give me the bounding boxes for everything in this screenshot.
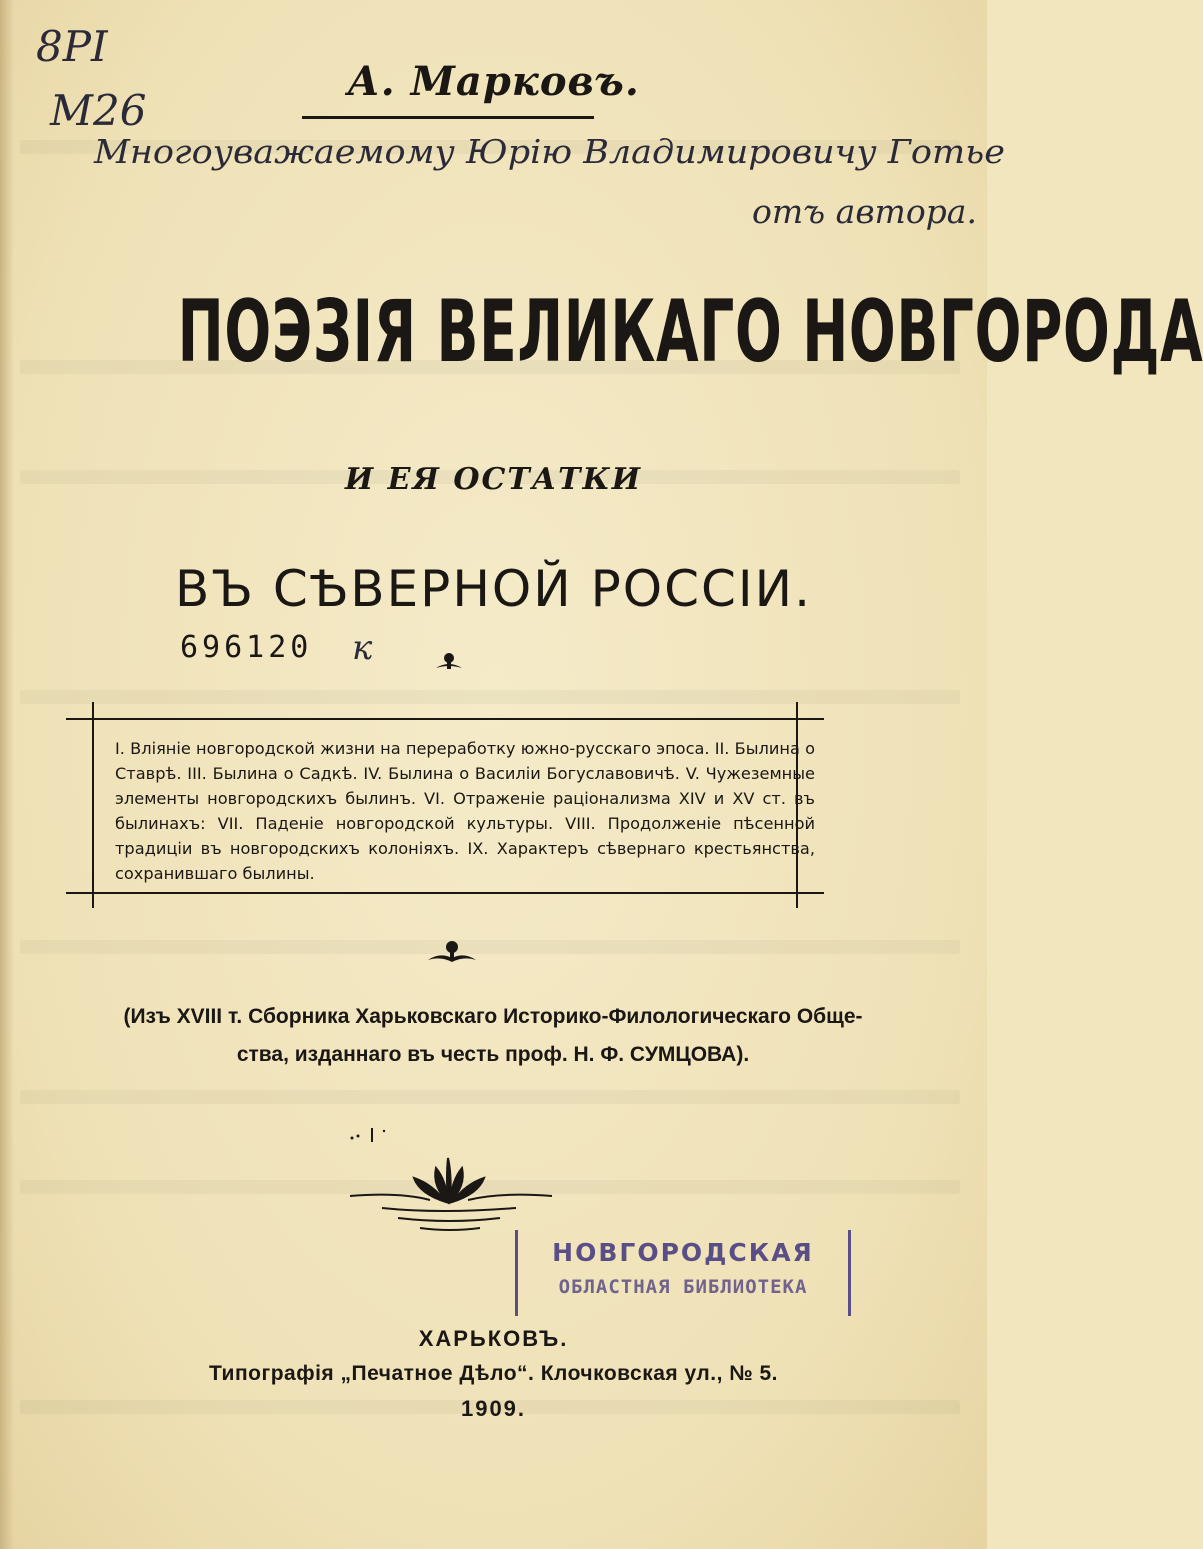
contents-text: I. Вліяніе новгородской жизни на переработку южно-русскаго эпоса. II. Былина о Ставрѣ. III. Былина о Садкѣ. IV. Былина о Василіи Богуславовичѣ. V. Чужеземные элементы новгородскихъ былинъ. VI. Отраженіе раціонализма XIV и XV ст. въ былинахъ: VII. Паденіе новгородской культуры. VIII. Продолженіе пѣсенной традиціи въ новгородскихъ колоніяхъ. IX. Характеръ сѣвернаго крестьянства, сохранившаго былины. bbox=[115, 739, 815, 883]
inventory-number: 696120 bbox=[180, 630, 313, 665]
book-title: ПОЭЗІЯ ВЕЛИКАГО НОВГОРОДА bbox=[177, 282, 1203, 382]
handwritten-dedication-line2: отъ автора. bbox=[752, 192, 977, 231]
fleuron-icon bbox=[436, 653, 462, 669]
contents-left-rule bbox=[92, 702, 94, 908]
library-stamp-line2: ОБЛАСТНАЯ БИБЛИОТЕКА bbox=[558, 1276, 808, 1298]
imprint-printer: Типографія „Печатное Дѣло“. Клочковская ул., № 5. bbox=[209, 1362, 778, 1385]
subtitle-line1: И ЕЯ ОСТАТКИ bbox=[344, 462, 643, 497]
ink-specks bbox=[351, 1128, 386, 1142]
fleuron-icon bbox=[428, 941, 476, 962]
handwritten-shelfmark-line2: M26 bbox=[50, 86, 147, 135]
source-note bbox=[18, 998, 968, 1074]
handwritten-dedication-line1: Многоуважаемому Юрію Владимировичу Готье bbox=[94, 132, 1005, 171]
contents-bottom-rule bbox=[66, 892, 824, 894]
source-line2: ства, изданнаго въ честь проф. Н. Ф. СУМЦОВА). bbox=[236, 1043, 750, 1066]
handwritten-shelfmark-line1: 8PI bbox=[36, 22, 108, 71]
library-stamp bbox=[515, 1230, 851, 1316]
imprint-city: ХАРЬКОВЪ. bbox=[418, 1326, 569, 1351]
contents-top-rule bbox=[66, 718, 824, 720]
library-stamp-line1: НОВГОРОДСКАЯ bbox=[552, 1238, 814, 1267]
lotus-vignette-icon bbox=[350, 1158, 552, 1230]
source-line1: (Изъ XVIII т. Сборника Харьковскаго Историко-Филологическаго Обще- bbox=[123, 1005, 863, 1028]
imprint-year: 1909. bbox=[460, 1396, 527, 1421]
inventory-mark: к bbox=[352, 628, 373, 668]
author-name: А. Марковъ. bbox=[347, 58, 640, 105]
contents-box bbox=[92, 718, 823, 892]
subtitle-line2: ВЪ СѢВЕРНОЙ РОССІИ. bbox=[175, 560, 812, 618]
